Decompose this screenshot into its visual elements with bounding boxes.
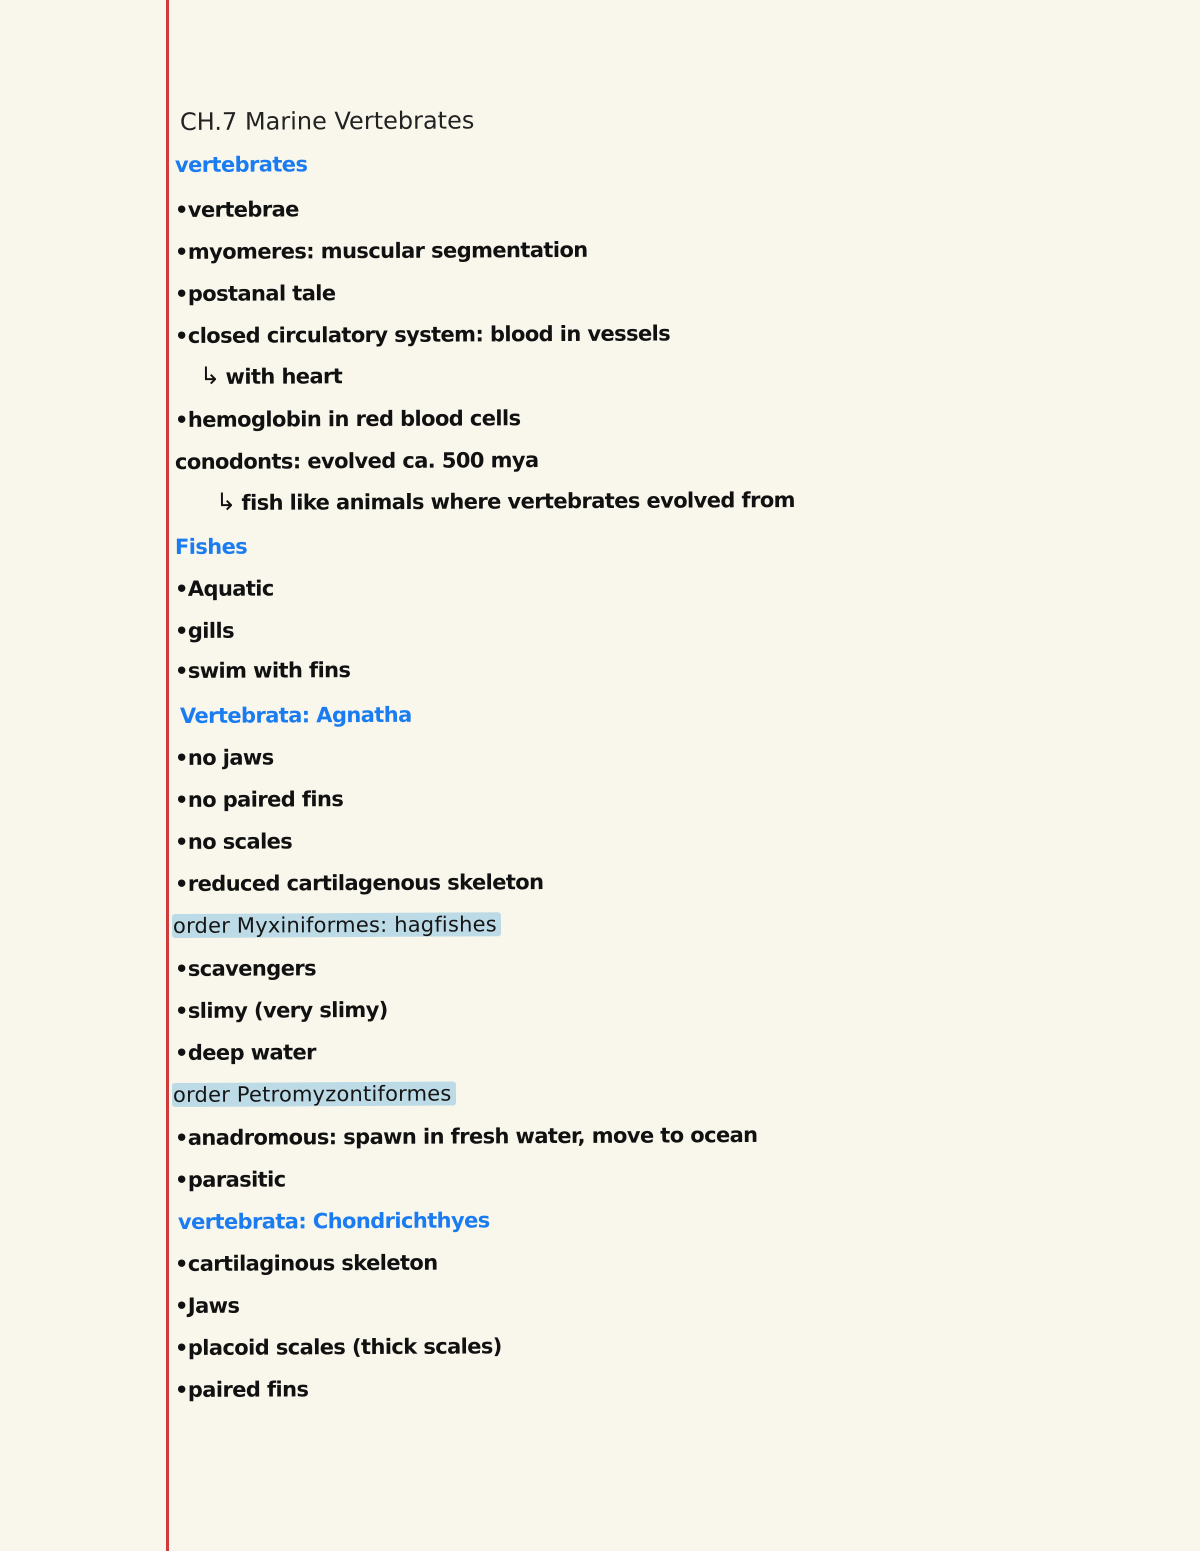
note-line: •cartilaginous skeleton [174,1250,438,1276]
highlight-text: order Petromyzontiformes [172,1082,456,1107]
arrow-icon: ↳ [199,361,220,390]
sub-note-line [216,485,795,517]
heading-fishes: Fishes [174,534,248,559]
highlight-petromyzontiformes [172,1080,456,1109]
note-line: •no scales [174,829,293,854]
note-line: •no jaws [174,745,274,770]
heading-vertebrates: vertebrates [174,152,308,177]
note-line: •closed circulatory system: blood in vessels [174,321,671,348]
note-line: •reduced cartilagenous skeleton [174,870,544,896]
page-title: CH.7 Marine Vertebrates [179,106,475,136]
margin-line [166,0,169,1551]
note-line: •slimy (very slimy) [174,997,388,1023]
note-line: •vertebrae [174,197,299,222]
note-line: •hemoglobin in red blood cells [174,406,521,432]
highlight-myxiniformes [172,910,501,940]
heading-chondrichthyes: vertebrata: Chondrichthyes [177,1208,490,1234]
note-line: •parasitic [174,1167,286,1192]
note-line: •placoid scales (thick scales) [174,1334,502,1360]
sub-note-text: fish like animals where vertebrates evolved from [241,487,795,515]
note-line: •postanal tale [174,281,336,306]
note-line: •no paired fins [174,787,344,812]
note-line: •swim with fins [174,658,351,683]
sub-note-text: with heart [225,364,343,389]
note-line: •anadromous: spawn in fresh water, move to ocean [174,1122,758,1150]
note-line: conodonts: evolved ca. 500 mya [174,448,539,474]
sub-note-line [200,361,342,391]
highlight-text: order Myxiniformes: hagfishes [172,912,501,938]
note-line: •myomeres: muscular segmentation [174,237,588,264]
arrow-icon: ↳ [215,487,236,516]
heading-agnatha: Vertebrata: Agnatha [179,702,412,728]
note-line: •scavengers [174,956,317,981]
note-line: •Aquatic [174,576,274,601]
note-line: •paired fins [174,1377,309,1402]
note-line: •Jaws [174,1293,240,1318]
note-line: •gills [174,618,235,643]
note-line: •deep water [174,1040,316,1065]
